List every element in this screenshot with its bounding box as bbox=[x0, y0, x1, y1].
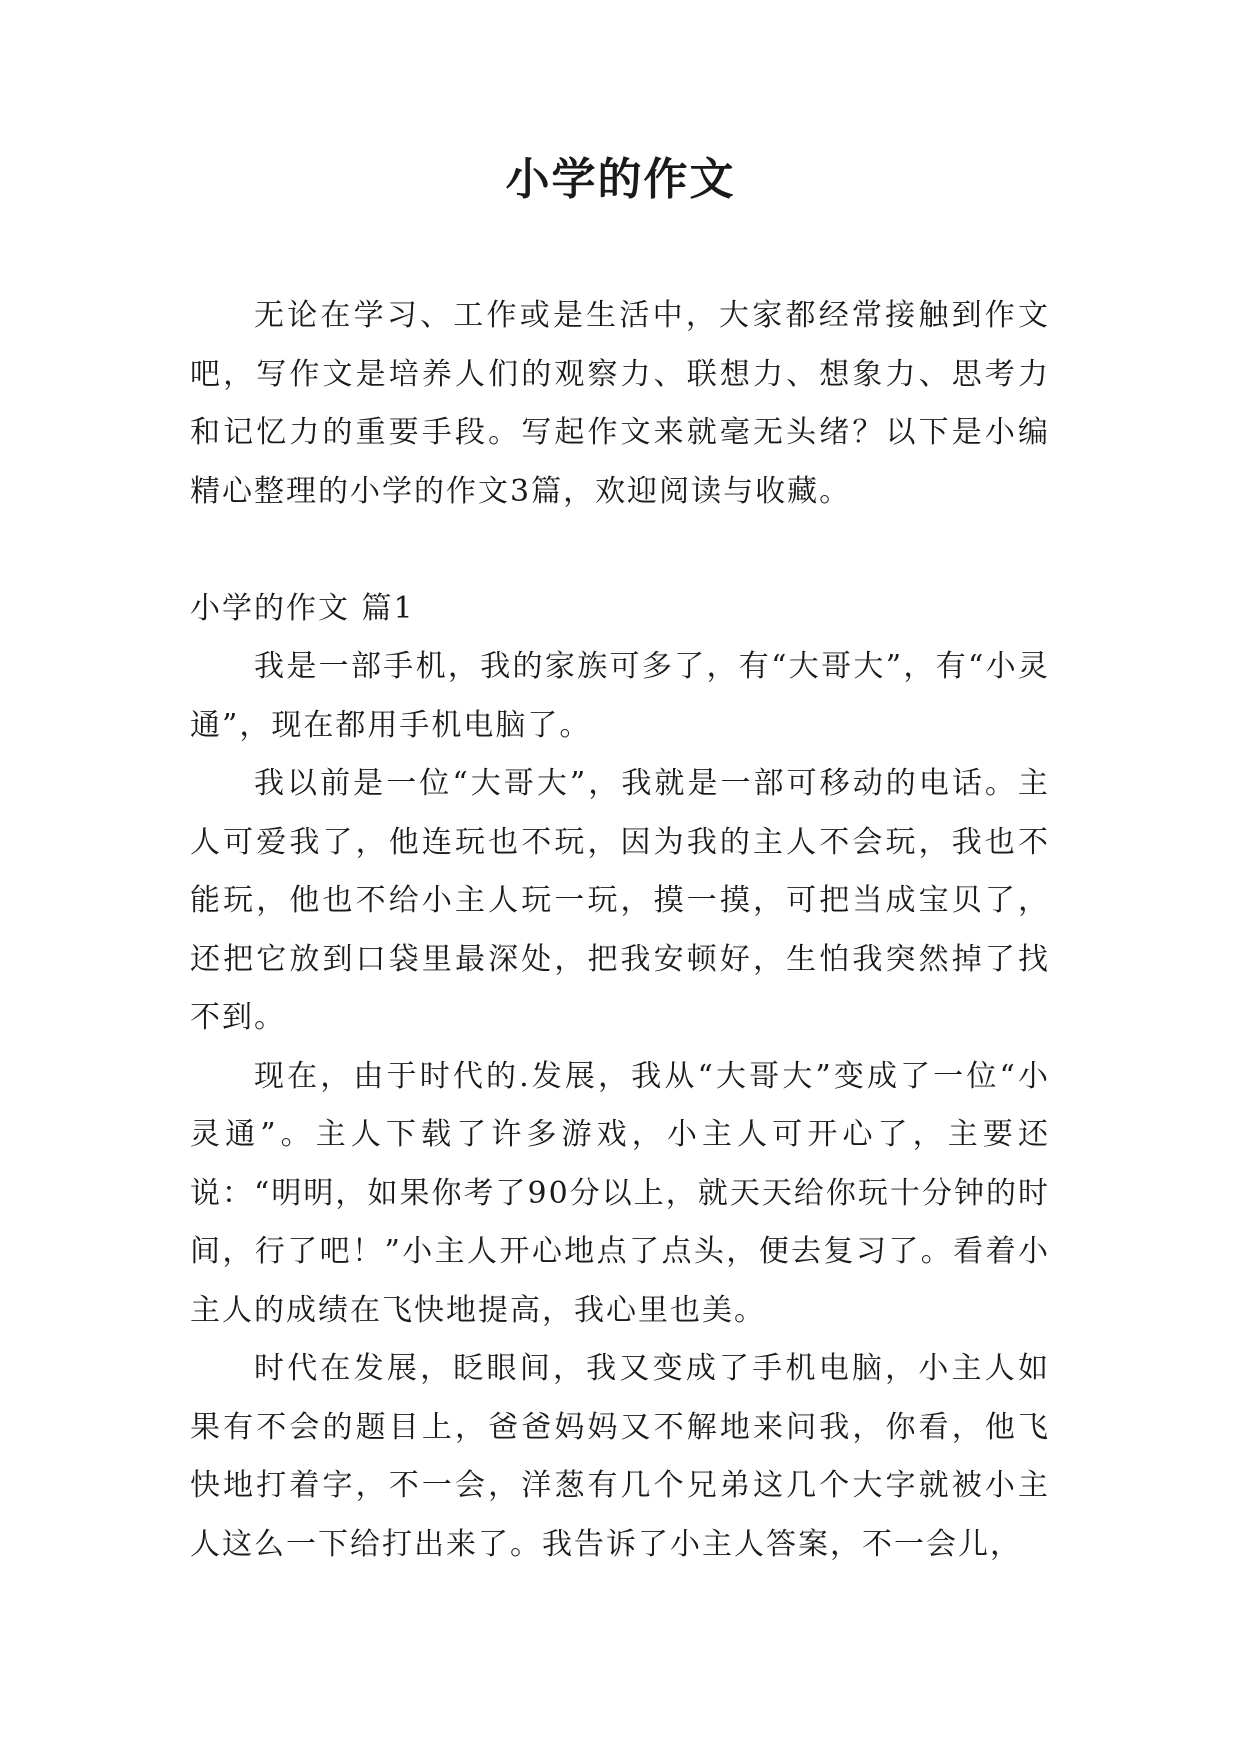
article-paragraph: 我是一部手机，我的家族可多了，有“大哥大”，有“小灵通”，现在都用手机电脑了。 bbox=[190, 649, 1050, 743]
section-title: 小学的作文 篇1 bbox=[190, 591, 415, 626]
article-paragraph: 现在，由于时代的.发展，我从“大哥大”变成了一位“小灵通”。主人下载了许多游戏，小主人可开心了，主要还说：“明明，如果你考了90分以上，就天天给你玩十分钟的时间，行了吧！”小主人开心地点了点头，便去复习了。看着小主人的成绩在飞快地提高，我心里也美。 bbox=[190, 1058, 1050, 1328]
article-body bbox=[190, 638, 1050, 1574]
intro-paragraph: 无论在学习、工作或是生活中，大家都经常接触到作文吧，写作文是培养人们的观察力、联想力、想象力、思考力和记忆力的重要手段。写起作文来就毫无头绪？以下是小编精心整理的小学的作文3篇，欢迎阅读与收藏。 bbox=[190, 298, 1050, 509]
article-paragraph: 我以前是一位“大哥大”，我就是一部可移动的电话。主人可爱我了，他连玩也不玩，因为我的主人不会玩，我也不能玩，他也不给小主人玩一玩，摸一摸，可把当成宝贝了，还把它放到口袋里最深处，把我安顿好，生怕我突然掉了找不到。 bbox=[190, 766, 1050, 1035]
article-paragraph: 时代在发展，眨眼间，我又变成了手机电脑，小主人如果有不会的题目上，爸爸妈妈又不解地来问我，你看，他飞快地打着字，不一会，洋葱有几个兄弟这几个大字就被小主人这么一下给打出来了。我告诉了小主人答案，不一会儿， bbox=[190, 1351, 1050, 1562]
document-title: 小学的作文 bbox=[505, 154, 736, 205]
